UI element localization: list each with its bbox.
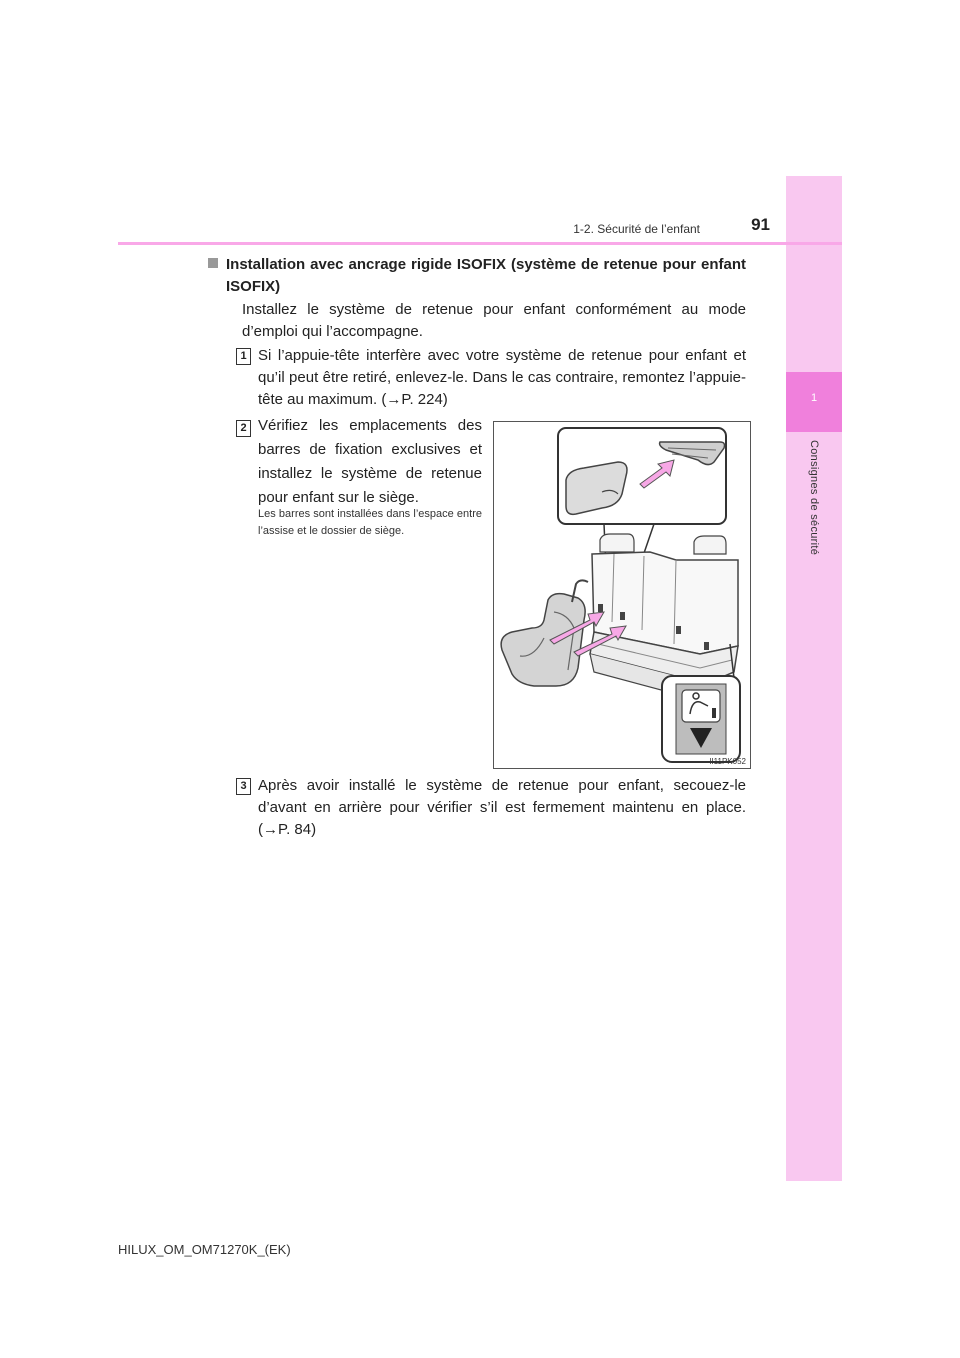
chapter-side-tab xyxy=(786,176,842,1181)
intro-paragraph: Installez le système de retenue pour enfant conformément au mode d’emploi qui l’accompagne. xyxy=(242,301,746,340)
isofix-illustration xyxy=(493,421,751,769)
step-1-text: Si l’appuie-tête interfère avec votre système de retenue pour enfant et qu’il peut être retiré, enlevez-le. Dans le cas contraire, remontez l’appuie-tête au maximum. (→P. 224) xyxy=(258,347,746,408)
step-2-note: Les barres sont installées dans l’espace entre l’assise et le dossier de siège. xyxy=(258,508,482,537)
section-heading xyxy=(226,254,746,298)
heading-text: Installation avec ancrage rigide ISOFIX (système de retenue pour enfant ISOFIX) xyxy=(226,256,746,295)
step-2-number: 2 xyxy=(236,420,251,437)
model-code-footer: HILUX_OM_OM71270K_(EK) xyxy=(118,1242,291,1257)
section-title: 1-2. Sécurité de l’enfant xyxy=(573,222,700,236)
step-3-text: Après avoir installé le système de retenue pour enfant, secouez-le d’avant en arrière pour vérifier s’il est fermement maintenu en place. (→P. 84) xyxy=(258,777,746,838)
step-3-number: 3 xyxy=(236,778,251,795)
page-number: 91 xyxy=(751,215,770,234)
heading-bullet-icon xyxy=(208,258,218,268)
step-2-text: Vérifiez les emplacements des barres de fixation exclusives et installez le système de retenue pour enfant sur le siège. xyxy=(258,417,482,506)
figure-code: II11PK052 xyxy=(709,757,746,766)
chapter-label: Consignes de sécurité xyxy=(808,440,820,556)
step-1-number: 1 xyxy=(236,348,251,365)
isofix-seat-drawing xyxy=(494,422,750,768)
chapter-number: 1 xyxy=(810,392,818,404)
header-rule xyxy=(118,242,842,245)
